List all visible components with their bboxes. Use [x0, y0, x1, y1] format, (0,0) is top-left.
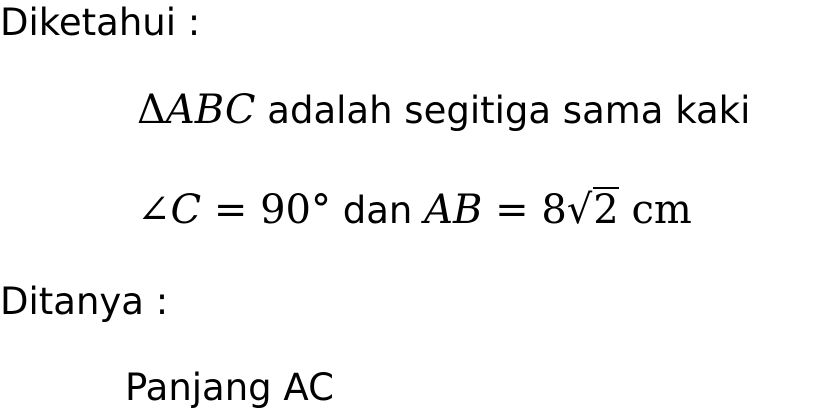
asked-heading: Ditanya :	[0, 280, 169, 323]
connector-text: dan	[330, 189, 425, 232]
triangle-name: ABC	[165, 87, 256, 133]
triangle-description: adalah segitiga sama kaki	[255, 89, 751, 132]
segment-name: AB	[424, 187, 483, 233]
sqrt-symbol: √	[566, 187, 593, 233]
given-angle-and-length	[137, 187, 692, 233]
segment-coefficient: = 8	[482, 187, 567, 233]
given-triangle-statement	[137, 87, 751, 133]
triangle-symbol: Δ	[137, 87, 166, 133]
known-heading: Diketahui :	[0, 1, 201, 44]
angle-value: = 90°	[201, 187, 331, 233]
square-root	[566, 187, 619, 233]
length-unit: cm	[618, 187, 692, 233]
radicand: 2	[593, 187, 619, 233]
angle-symbol: ∠	[137, 187, 171, 233]
angle-vertex: C	[170, 187, 202, 233]
asked-question: Panjang AC	[125, 366, 334, 409]
